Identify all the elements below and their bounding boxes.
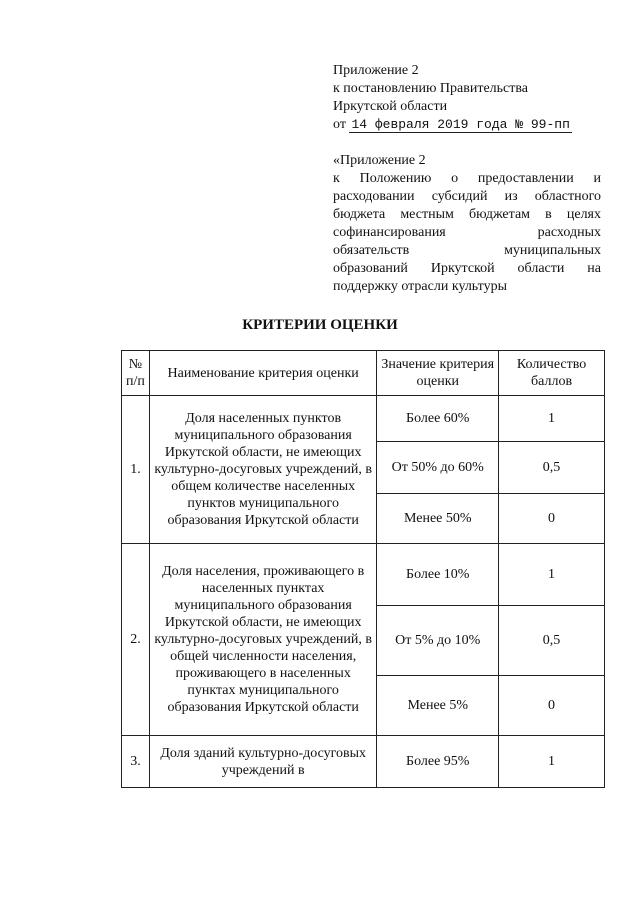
annex-line: образований Иркутской области на: [333, 261, 601, 276]
criterion-name: Доля населения, проживающего в населенных пунктах муниципального образования Иркутской области, не имеющих культурно-досуговых учреждений, в общей численности населения, проживающего в населенных пунктах муниципального образования Иркутской области: [149, 544, 376, 736]
annex-block: [333, 152, 601, 296]
criteria-table: [121, 350, 605, 788]
header-number: № п/п: [122, 351, 150, 396]
annex-line-last: поддержку отрасли культуры: [333, 279, 508, 294]
criterion-points: 0,5: [499, 442, 605, 494]
table-header-row: [122, 351, 605, 396]
criterion-value: Менее 50%: [377, 494, 499, 544]
criterion-value: От 5% до 10%: [377, 606, 499, 676]
annex-line: расходовании субсидий из областного: [333, 189, 601, 204]
document-title: КРИТЕРИИ ОЦЕНКИ: [242, 317, 398, 333]
header-value: Значение критерия оценки: [377, 351, 499, 396]
row-number: 2.: [122, 544, 150, 736]
criterion-value: Более 60%: [377, 396, 499, 442]
criterion-points: 1: [499, 736, 605, 788]
criterion-points: 0: [499, 494, 605, 544]
document-header: [333, 62, 601, 134]
header-line-1: Приложение 2: [333, 63, 419, 78]
header-criterion: Наименование критерия оценки: [149, 351, 376, 396]
row-number: 1.: [122, 396, 150, 544]
date-value: 14 февраля 2019 года № 99-пп: [351, 117, 570, 132]
annex-line: софинансирования расходных: [333, 225, 601, 240]
date-prefix: от: [333, 117, 346, 132]
criterion-name: Доля зданий культурно-досуговых учреждений в: [149, 736, 376, 788]
criterion-value: Более 10%: [377, 544, 499, 606]
criterion-points: 1: [499, 396, 605, 442]
row-number: 3.: [122, 736, 150, 788]
annex-line: обязательств муниципальных: [333, 243, 601, 258]
annex-line: к Положению о предоставлении и: [333, 171, 601, 186]
table-row: [122, 396, 605, 442]
header-points: Количество баллов: [499, 351, 605, 396]
table-row: [122, 544, 605, 606]
criterion-points: 1: [499, 544, 605, 606]
criterion-value: Более 95%: [377, 736, 499, 788]
criterion-name: Доля населенных пунктов муниципального образования Иркутской области, не имеющих культурно-досуговых учреждений, в общем количестве населенных пунктов муниципального образования Иркутской области: [149, 396, 376, 544]
annex-line: бюджета местным бюджетам в целях: [333, 207, 601, 222]
annex-line-1: «Приложение 2: [333, 153, 426, 168]
header-line-2: к постановлению Правительства: [333, 81, 529, 96]
criterion-value: Менее 5%: [377, 676, 499, 736]
criterion-value: От 50% до 60%: [377, 442, 499, 494]
table-row: [122, 736, 605, 788]
criterion-points: 0: [499, 676, 605, 736]
header-line-3: Иркутской области: [333, 99, 448, 114]
criterion-points: 0,5: [499, 606, 605, 676]
header-date-line: [333, 116, 601, 134]
